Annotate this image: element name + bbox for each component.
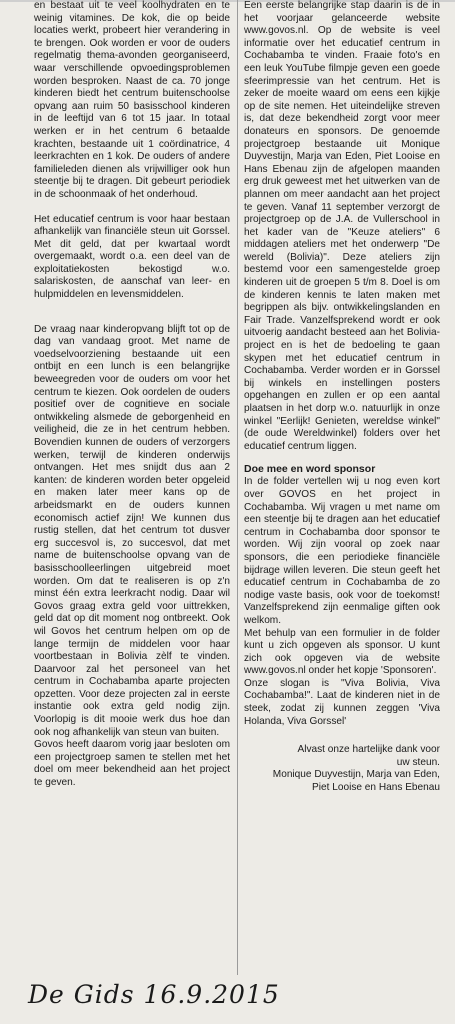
right-paragraph-4: Onze slogan is "Viva Bolivia, Viva Cochabamba!". Laat de kinderen niet in de steek, zodat zij kunnen zeggen 'Viva Holanda, Viva Gorssel'	[244, 677, 440, 727]
left-paragraph-1: en bestaat uit te veel koolhydraten en te weinig vitamines. De kok, die op beide locaties werkt, probeert hier verandering in te brengen. Ook worden er voor de ouders regelmatig thema-avonden georganiseerd, waar verschillende opvoedingsproblemen worden besproken. Naast de ca. 70 jonge kinderen biedt het centrum buitenschoolse opvang aan ruim 50 basisschool kinderen in de leeftijd van 6 tot 15 jaar. In totaal werken er in het centrum 6 betaalde krachten, bestaande uit 1 coördinatrice, 4 leerkrachten en 1 kok. De ouders of andere familieleden dienen als vrijwilliger ook hun steentje bij te dragen. Dit gebeurt periodiek in de schoonmaak of het onderhoud.	[34, 0, 230, 200]
right-paragraph-2: In de folder vertellen wij u nog even kort over GOVOS en het project in Cochabamba. Wij vragen u met name om een steentje bij te dragen aan het educatief centrum in Cochabamba door sponsor te worden. Wij zijn vooral op zoek naar sponsors, die een periodieke financiële bijdrage willen leveren. Die steun geeft het educatief centrum in Cochabamba de zo nodige vaste basis, ook voor de toekomst! Vanzelfsprekend zijn eenmalige giften ook welkom.	[244, 476, 440, 626]
section-heading: Doe mee en word sponsor	[244, 463, 376, 476]
closing-line: Alvast onze hartelijke dank voor uw steun.	[297, 744, 440, 768]
left-paragraph-4: Govos heeft daarom vorig jaar besloten om een projectgroep samen te stellen met het doel om meer bekendheid aan het project te geven.	[34, 739, 230, 789]
column-divider	[237, 0, 238, 975]
right-paragraph-1: Een eerste belangrijke stap daarin is de in het voorjaar gelanceerde website www.govos.nl. Op de website is veel informatie over het educatief centrum in Cochabamba te vinden. Fraaie foto's en een leuk YouTube filmpje geven een goede sfeerimpressie van het centrum. Het is zeker de moeite waard om eens een kijkje op de site nemen. Het uiteindelijke streven is, dat deze bekendheid zorgt voor meer donateurs en sponsors. De genoemde projectgroep bestaande uit Monique Duyvestijn, Marja van Eden, Piet Looise en Hans Ebenau zijn de afgelopen maanden erg druk geweest met het uitwerken van de plannen om meer aandacht aan het project te geven. Vanaf 11 september verzorgt de projectgroep op de J.A. de Vullerschool in het kader van de "Keuze ateliers" 6 middagen ateliers met het onderwerp "De wereld (Bolivia)". Deze ateliers zijn bestemd voor een samengestelde groep kinderen uit de groepen 5 t/m 8. Doel is om de kinderen kennis te laten maken met begrippen als bijv. ontwikkelingslanden en Fair Trade. Vanzelfsprekend wordt er ook uitvoerig aandacht besteed aan het Bolivia-project en is het de bedoeling te gaan skypen met het educatief centrum in Cochabamba. Verder worden er in Gorssel bij winkels en instellingen posters opgehangen en zullen er op een aantal plaatsen in het dorp w.o. natuurlijk in onze winkel "Eerlijk! Genieten, wereldse winkel" (de oude Wereldwinkel) folders over het educatief centrum liggen.	[244, 0, 440, 452]
left-paragraph-3: De vraag naar kinderopvang blijft tot op de dag van vandaag groot. Met name de voedselvoorziening bestaande uit een ontbijt en een lunch is een belangrijke beweegreden voor de ouders om voor het centrum te kiezen. Ook oordelen de ouders positief over de cognitieve en sociale ontwikkeling alsmede de geborgenheid en veiligheid, die ze in het centrum hebben. Bovendien kunnen de ouders of verzorgers werken, terwijl de kinderen onderwijs ontvangen. Het mes snijdt dus aan 2 kanten: de kinderen worden beter opgeleid en maken later meer kans op de arbeidsmarkt en de ouders kunnen economisch actief zijn! We kunnen dus rustig stellen, dat het centrum tot dusver erg succesvol is, zo succesvol, dat met name de buitenschoolse opvang van de basisschoolleerlingen uitgebreid moet worden. Om dat te realiseren is op z'n minst één extra leerkracht nodig. Daar wil Govos graag extra geld voor uittrekken, geld dat op dit moment nog ontbreekt. Ook wil Govos het centrum helpen om op de lange termijn de middelen voor haar voortbestaan in Bolivia zèlf te vinden. Daarvoor zal het personeel van het centrum in Cochabamba aparte projecten opzetten. Voor deze projecten zal in eerste instantie ook extra geld nodig zijn. Voorlopig is dit mooie werk dus hoe dan ook nog afhankelijk van steun van buiten.	[34, 323, 230, 738]
signature-block	[244, 744, 440, 794]
right-paragraph-3: Met behulp van een formulier in de folder kunt u zich opgeven als sponsor. U kunt zich ook opgeven via de website www.govos.nl onder het kopje 'Sponsoren'.	[244, 627, 440, 677]
right-column	[244, 0, 440, 795]
left-column	[34, 0, 230, 790]
left-paragraph-2: Het educatief centrum is voor haar bestaan afhankelijk van financiële steun uit Gorssel. Met dit geld, dat per kwartaal wordt overgemaakt, wordt o.a. een deel van de exploitatiekosten bekostigd w.o. salariskosten, de aanschaf van leer- en hulpmiddelen en levensmiddelen.	[34, 213, 230, 301]
signatories: Monique Duyvestijn, Marja van Eden, Piet Looise en Hans Ebenau	[272, 769, 440, 794]
handwritten-source-date: De Gids 16.9.2015	[28, 980, 280, 1009]
